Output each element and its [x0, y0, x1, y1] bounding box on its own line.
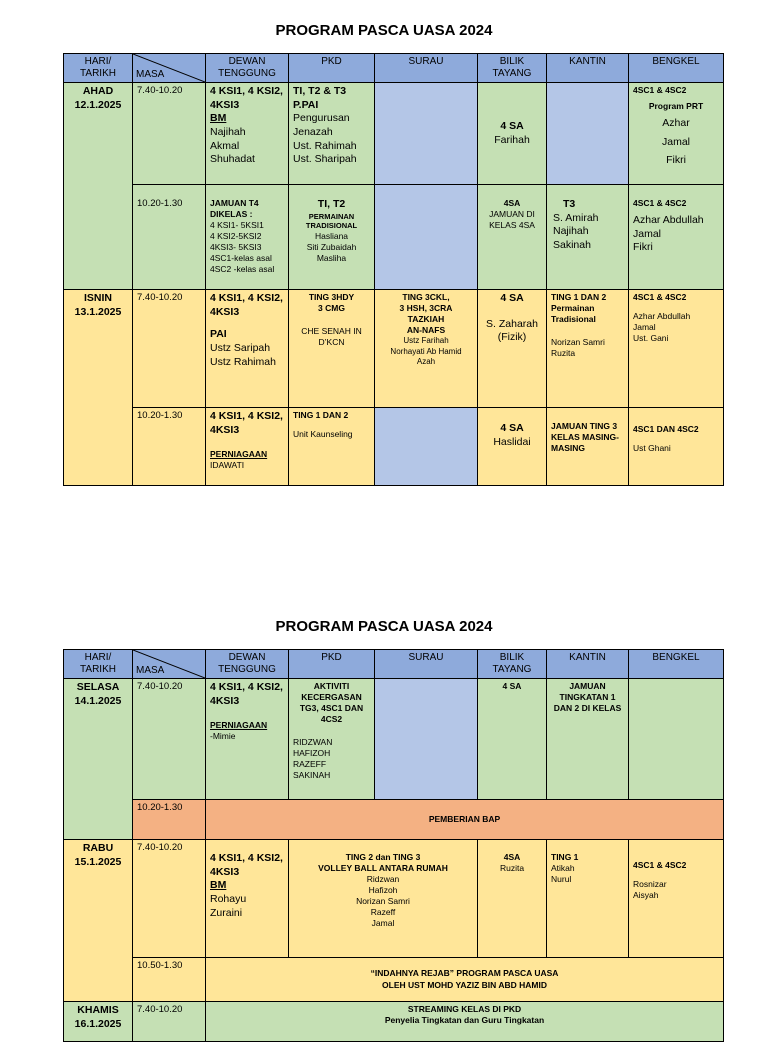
bengkel-cell: 4SC1 & 4SC2 Rosnizar Aisyah [629, 840, 724, 958]
surau-cell [375, 408, 478, 486]
masa-cell: 10.20-1.30 [133, 800, 206, 840]
dewan-cell: 4 KSI1, 4 KSI2, 4KSI3 PERNIAGAAN -Mimie [206, 679, 289, 800]
day-ahad: AHAD 12.1.2025 [64, 83, 133, 290]
header-row [64, 54, 724, 83]
schedule-table-1 [63, 53, 724, 486]
kantin-cell: TING 1 DAN 2 Permainan Tradisional Norizan Samri Ruzita [547, 290, 629, 408]
header-kantin: KANTIN [547, 54, 629, 83]
bengkel-cell: 4SC1 & 4SC2 Azhar Abdullah Jamal Fikri [629, 185, 724, 290]
bilik-cell: 4 SA Farihah [478, 83, 547, 185]
masa-cell: 10.20-1.30 [133, 408, 206, 486]
bengkel-cell: 4SC1 & 4SC2 Program PRT Azhar Jamal Fikri [629, 83, 724, 185]
header-pkd: PKD [289, 54, 375, 83]
page-title: PROGRAM PASCA UASA 2024 [275, 618, 493, 635]
bilik-cell: 4SA JAMUAN DI KELAS 4SA [478, 185, 547, 290]
header-dewan: DEWAN TENGGUNG [206, 54, 289, 83]
merged-activity: PEMBERIAN BAP [206, 800, 724, 840]
merged-activity: “INDAHNYA REJAB” PROGRAM PASCA UASA OLEH UST MOHD YAZIZ BIN ABD HAMID [206, 958, 724, 1002]
kantin-cell: JAMUAN TING 3 KELAS MASING- MASING [547, 408, 629, 486]
kantin-cell: TING 1 Atikah Nurul [547, 840, 629, 958]
surau-cell: TING 3CKL, 3 HSH, 3CRA TAZKIAH AN-NAFS Ustz Farihah Norhayati Ab Hamid Azah [375, 290, 478, 408]
surau-cell [375, 679, 478, 800]
dewan-cell: 4 KSI1, 4 KSI2, 4KSI3 BM Najihah Akmal Shuhadat [206, 83, 289, 185]
merged-activity: STREAMING KELAS DI PKD Penyelia Tingkatan dan Guru Tingkatan [206, 1002, 724, 1042]
pkd-cell: AKTIVITI KECERGASAN TG3, 4SC1 DAN 4CS2 RIDZWAN HAFIZOH RAZEFF SAKINAH [289, 679, 375, 800]
pkd-cell: TING 1 DAN 2 Unit Kaunseling [289, 408, 375, 486]
bilik-cell: 4SA Ruzita [478, 840, 547, 958]
table-row [64, 185, 724, 290]
dewan-cell: 4 KSI1, 4 KSI2, 4KSI3 BM Rohayu Zuraini [206, 840, 289, 958]
table-row [64, 408, 724, 486]
pkd-cell: TING 3HDY 3 CMG CHE SENAH IN D’KCN [289, 290, 375, 408]
bilik-cell: 4 SA S. Zaharah (Fizik) [478, 290, 547, 408]
masa-cell: 10.20-1.30 [133, 185, 206, 290]
table-row [64, 679, 724, 800]
header-hari: HARI/ TARIKH [64, 650, 133, 679]
masa-cell: 7.40-10.20 [133, 840, 206, 958]
schedule-table-2 [63, 649, 724, 1042]
header-dewan: DEWAN TENGGUNG [206, 650, 289, 679]
day-isnin: ISNIN 13.1.2025 [64, 290, 133, 486]
pkd-cell: TI, T2 & T3 P.PAI Pengurusan Jenazah Ust. Rahimah Ust. Sharipah [289, 83, 375, 185]
day-rabu: RABU 15.1.2025 [64, 840, 133, 1002]
pkd-surau-merged: TING 2 dan TING 3 VOLLEY BALL ANTARA RUMAH Ridzwan Hafizoh Norizan Samri Razeff Jamal [289, 840, 478, 958]
bengkel-cell [629, 679, 724, 800]
masa-cell: 7.40-10.20 [133, 1002, 206, 1042]
surau-cell [375, 83, 478, 185]
table-row [64, 800, 724, 840]
header-bilik: BILIK TAYANG [478, 54, 547, 83]
bilik-cell: 4 SA Haslidai [478, 408, 547, 486]
surau-cell [375, 185, 478, 290]
bengkel-cell: 4SC1 & 4SC2 Azhar Abdullah Jamal Ust. Gani [629, 290, 724, 408]
header-bilik: BILIK TAYANG [478, 650, 547, 679]
header-bengkel: BENGKEL [629, 54, 724, 83]
pkd-cell: TI, T2 PERMAINAN TRADISIONAL Hasliana Siti Zubaidah Masliha [289, 185, 375, 290]
day-selasa: SELASA 14.1.2025 [64, 679, 133, 840]
header-row [64, 650, 724, 679]
header-surau: SURAU [375, 650, 478, 679]
masa-cell: 7.40-10.20 [133, 679, 206, 800]
dewan-cell: 4 KSI1, 4 KSI2, 4KSI3 PAI Ustz Saripah Ustz Rahimah [206, 290, 289, 408]
table-row [64, 290, 724, 408]
header-surau: SURAU [375, 54, 478, 83]
masa-cell: 10.50-1.30 [133, 958, 206, 1002]
kantin-cell [547, 83, 629, 185]
bengkel-cell: 4SC1 DAN 4SC2 Ust Ghani [629, 408, 724, 486]
header-pkd: PKD [289, 650, 375, 679]
table-row [64, 840, 724, 958]
header-masa: MASA [133, 650, 206, 679]
table-row [64, 958, 724, 1002]
header-masa: MASA [133, 54, 206, 83]
kantin-cell: T3 S. Amirah Najihah Sakinah [547, 185, 629, 290]
table-row [64, 1002, 724, 1042]
dewan-cell: 4 KSI1, 4 KSI2, 4KSI3 PERNIAGAAN IDAWATI [206, 408, 289, 486]
day-khamis: KHAMIS 16.1.2025 [64, 1002, 133, 1042]
dewan-cell: JAMUAN T4 DIKELAS : 4 KSI1- 5KSI1 4 KSI2-5KSI2 4KSI3- 5KSI3 4SC1-kelas asal 4SC2 -kelas asal [206, 185, 289, 290]
kantin-cell: JAMUAN TINGKATAN 1 DAN 2 DI KELAS [547, 679, 629, 800]
masa-cell: 7.40-10.20 [133, 290, 206, 408]
table-row [64, 83, 724, 185]
masa-cell: 7.40-10.20 [133, 83, 206, 185]
bilik-cell: 4 SA [478, 679, 547, 800]
header-bengkel: BENGKEL [629, 650, 724, 679]
page-title: PROGRAM PASCA UASA 2024 [275, 22, 493, 39]
header-hari: HARI/ TARIKH [64, 54, 133, 83]
header-kantin: KANTIN [547, 650, 629, 679]
